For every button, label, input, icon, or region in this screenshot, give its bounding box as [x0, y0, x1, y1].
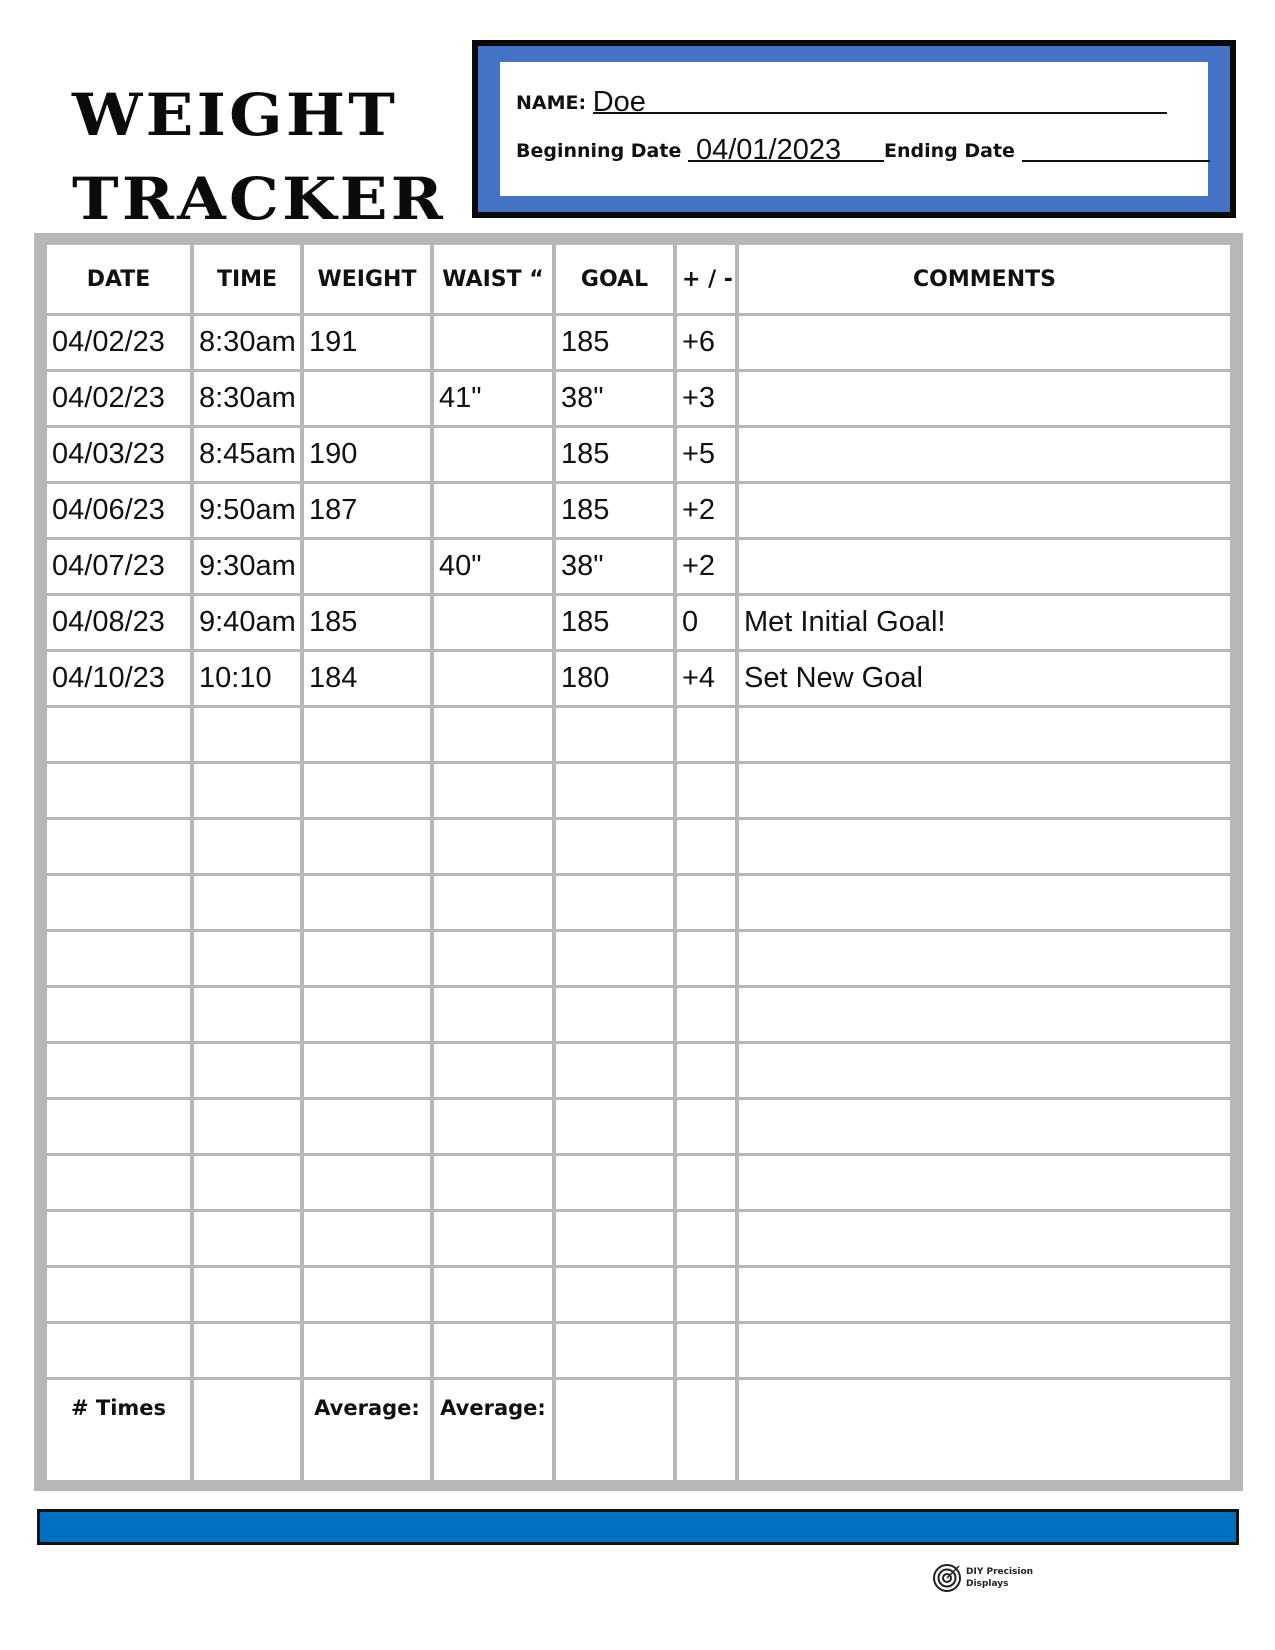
begin-date-label: Beginning Date [516, 140, 682, 162]
waist-cell[interactable] [434, 652, 552, 705]
waist-cell[interactable] [434, 1100, 552, 1153]
time-cell[interactable] [194, 988, 300, 1041]
plus-minus-cell[interactable]: +4 [677, 652, 735, 705]
waist-cell[interactable]: 41" [434, 372, 552, 425]
goal-cell[interactable] [556, 876, 673, 929]
waist-cell[interactable] [434, 1268, 552, 1321]
plus-minus-cell[interactable] [677, 1324, 735, 1377]
begin-date-field[interactable] [688, 134, 884, 166]
time-cell[interactable]: 9:30am [194, 540, 300, 593]
date-cell[interactable] [47, 1100, 190, 1153]
time-cell[interactable] [194, 932, 300, 985]
comments-cell[interactable] [739, 708, 1230, 761]
goal-cell[interactable]: 185 [556, 484, 673, 537]
waist-cell[interactable] [434, 316, 552, 369]
table-row [47, 932, 1230, 985]
comments-cell[interactable] [739, 372, 1230, 425]
waist-cell[interactable] [434, 428, 552, 481]
name-label: NAME: [516, 92, 587, 114]
weight-cell[interactable] [304, 540, 430, 593]
comments-cell[interactable] [739, 316, 1230, 369]
tracker-table [43, 242, 1234, 1483]
info-box [472, 40, 1236, 218]
weight-cell[interactable]: 185 [304, 596, 430, 649]
plus-minus-cell[interactable] [677, 1212, 735, 1265]
weight-cell[interactable]: 184 [304, 652, 430, 705]
waist-average-cell[interactable]: Average: [434, 1380, 552, 1480]
time-cell[interactable] [194, 1100, 300, 1153]
plus-minus-cell[interactable]: +2 [677, 484, 735, 537]
column-header-plus-minus: + / - [677, 245, 735, 313]
date-cell[interactable] [47, 876, 190, 929]
column-header-date: DATE [47, 245, 190, 313]
weight-cell[interactable] [304, 1212, 430, 1265]
date-cell[interactable] [47, 1324, 190, 1377]
table-row [47, 820, 1230, 873]
time-cell[interactable]: 8:30am [194, 372, 300, 425]
time-cell[interactable] [194, 1044, 300, 1097]
goal-cell[interactable]: 38" [556, 540, 673, 593]
table-row [47, 652, 1230, 705]
time-cell[interactable] [194, 1156, 300, 1209]
plus-minus-cell[interactable] [677, 932, 735, 985]
table-row [47, 540, 1230, 593]
time-cell[interactable] [194, 1324, 300, 1377]
comments-cell[interactable] [739, 1324, 1230, 1377]
waist-cell[interactable] [434, 596, 552, 649]
plus-minus-cell[interactable]: +3 [677, 372, 735, 425]
name-field[interactable] [592, 86, 1167, 118]
weight-cell[interactable] [304, 764, 430, 817]
time-cell[interactable] [194, 1212, 300, 1265]
plus-minus-cell[interactable] [677, 1268, 735, 1321]
footer-bar [37, 1509, 1239, 1545]
summary-comments-cell[interactable] [739, 1380, 1230, 1480]
time-cell[interactable]: 8:45am [194, 428, 300, 481]
waist-cell[interactable] [434, 484, 552, 537]
date-cell[interactable]: 04/07/23 [47, 540, 190, 593]
date-cell[interactable]: 04/03/23 [47, 428, 190, 481]
table-row [47, 988, 1230, 1041]
plus-minus-cell[interactable]: +2 [677, 540, 735, 593]
goal-cell[interactable] [556, 708, 673, 761]
time-cell[interactable]: 8:30am [194, 316, 300, 369]
waist-cell[interactable] [434, 764, 552, 817]
waist-cell[interactable] [434, 1212, 552, 1265]
info-box-inner [500, 62, 1208, 196]
waist-cell[interactable] [434, 932, 552, 985]
end-date-label: Ending Date [883, 140, 1015, 162]
weight-cell[interactable] [304, 932, 430, 985]
plus-minus-cell[interactable] [677, 988, 735, 1041]
date-cell[interactable] [47, 708, 190, 761]
time-cell[interactable] [194, 708, 300, 761]
time-cell[interactable]: 9:40am [194, 596, 300, 649]
waist-cell[interactable] [434, 876, 552, 929]
column-header-time: TIME [194, 245, 300, 313]
brand-logo [932, 1563, 1033, 1593]
logo-text-line-2: Displays [966, 1579, 1009, 1589]
logo-text [966, 1566, 1033, 1590]
comments-cell[interactable] [739, 484, 1230, 537]
tracker-table-frame [34, 233, 1243, 1491]
time-cell[interactable] [194, 764, 300, 817]
weight-cell[interactable] [304, 1268, 430, 1321]
waist-cell[interactable] [434, 988, 552, 1041]
waist-cell[interactable] [434, 1324, 552, 1377]
date-cell[interactable] [47, 764, 190, 817]
goal-cell[interactable]: 185 [556, 316, 673, 369]
plus-minus-cell[interactable]: +5 [677, 428, 735, 481]
table-row [47, 484, 1230, 537]
goal-cell[interactable] [556, 988, 673, 1041]
column-header-goal: GOAL [556, 245, 673, 313]
summary-row [47, 1380, 1230, 1480]
waist-cell[interactable] [434, 1156, 552, 1209]
goal-cell[interactable]: 38" [556, 372, 673, 425]
time-cell[interactable]: 10:10 [194, 652, 300, 705]
comments-cell[interactable] [739, 1212, 1230, 1265]
comments-cell[interactable] [739, 988, 1230, 1041]
weight-cell[interactable] [304, 1100, 430, 1153]
goal-cell[interactable] [556, 764, 673, 817]
header-row [47, 245, 1230, 313]
date-cell[interactable] [47, 1156, 190, 1209]
date-cell[interactable] [47, 1268, 190, 1321]
waist-cell[interactable]: 40" [434, 540, 552, 593]
column-header-waist: WAIST “ [434, 245, 552, 313]
table-row [47, 1212, 1230, 1265]
comments-cell[interactable] [739, 764, 1230, 817]
table-row [47, 596, 1230, 649]
comments-cell[interactable]: Set New Goal [739, 652, 1230, 705]
column-header-weight: WEIGHT [304, 245, 430, 313]
comments-cell[interactable] [739, 540, 1230, 593]
time-cell[interactable] [194, 1268, 300, 1321]
table-row [47, 1324, 1230, 1377]
summary-plus-minus-cell[interactable] [677, 1380, 735, 1480]
plus-minus-cell[interactable] [677, 820, 735, 873]
table-row [47, 1156, 1230, 1209]
table-row [47, 372, 1230, 425]
weight-cell[interactable] [304, 1156, 430, 1209]
date-cell[interactable]: 04/02/23 [47, 316, 190, 369]
plus-minus-cell[interactable] [677, 1044, 735, 1097]
comments-cell[interactable] [739, 1156, 1230, 1209]
date-cell[interactable] [47, 932, 190, 985]
waist-cell[interactable] [434, 820, 552, 873]
table-row [47, 1268, 1230, 1321]
table-row [47, 1100, 1230, 1153]
time-cell[interactable] [194, 876, 300, 929]
comments-cell[interactable] [739, 932, 1230, 985]
goal-cell[interactable] [556, 932, 673, 985]
begin-date-value: 04/01/2023 [695, 134, 842, 166]
name-row [516, 86, 1192, 118]
goal-cell[interactable] [556, 1212, 673, 1265]
table-body [47, 316, 1230, 1377]
comments-cell[interactable] [739, 1044, 1230, 1097]
date-cell[interactable] [47, 1212, 190, 1265]
times-count-cell[interactable]: # Times [47, 1380, 190, 1480]
weight-cell[interactable] [304, 708, 430, 761]
table-row [47, 428, 1230, 481]
goal-cell[interactable]: 185 [556, 596, 673, 649]
table-row [47, 764, 1230, 817]
table-row [47, 316, 1230, 369]
column-header-comments: COMMENTS [739, 245, 1230, 313]
weight-cell[interactable] [304, 820, 430, 873]
date-cell[interactable] [47, 820, 190, 873]
comments-cell[interactable] [739, 876, 1230, 929]
goal-cell[interactable] [556, 1044, 673, 1097]
date-cell[interactable] [47, 988, 190, 1041]
name-value: Doe [592, 86, 646, 118]
summary-goal-cell[interactable] [556, 1380, 673, 1480]
goal-cell[interactable]: 185 [556, 428, 673, 481]
target-icon [932, 1563, 962, 1593]
weight-cell[interactable] [304, 876, 430, 929]
table-row [47, 876, 1230, 929]
end-date-field[interactable] [1022, 140, 1210, 162]
weight-cell[interactable] [304, 988, 430, 1041]
weight-cell[interactable] [304, 1324, 430, 1377]
comments-cell[interactable] [739, 1100, 1230, 1153]
weight-cell[interactable] [304, 1044, 430, 1097]
plus-minus-cell[interactable]: 0 [677, 596, 735, 649]
table-row [47, 1044, 1230, 1097]
table-row [47, 708, 1230, 761]
weight-cell[interactable]: 187 [304, 484, 430, 537]
comments-cell[interactable]: Met Initial Goal! [739, 596, 1230, 649]
goal-cell[interactable] [556, 1100, 673, 1153]
time-cell[interactable] [194, 820, 300, 873]
goal-cell[interactable] [556, 1324, 673, 1377]
summary-time-cell[interactable] [194, 1380, 300, 1480]
goal-cell[interactable] [556, 1268, 673, 1321]
date-row [516, 134, 1192, 166]
waist-cell[interactable] [434, 1044, 552, 1097]
comments-cell[interactable] [739, 1268, 1230, 1321]
plus-minus-cell[interactable] [677, 876, 735, 929]
comments-cell[interactable] [739, 820, 1230, 873]
date-cell[interactable]: 04/02/23 [47, 372, 190, 425]
date-cell[interactable]: 04/06/23 [47, 484, 190, 537]
date-cell[interactable]: 04/08/23 [47, 596, 190, 649]
title-line-1: WEIGHT [72, 81, 399, 149]
weight-average-cell[interactable]: Average: [304, 1380, 430, 1480]
weight-cell[interactable]: 191 [304, 316, 430, 369]
waist-cell[interactable] [434, 708, 552, 761]
plus-minus-cell[interactable] [677, 708, 735, 761]
date-cell[interactable]: 04/10/23 [47, 652, 190, 705]
goal-cell[interactable]: 180 [556, 652, 673, 705]
logo-text-line-1: DIY Precision [966, 1567, 1034, 1577]
title-line-2: TRACKER [72, 165, 447, 233]
goal-cell[interactable] [556, 820, 673, 873]
plus-minus-cell[interactable] [677, 1156, 735, 1209]
date-cell[interactable] [47, 1044, 190, 1097]
weight-cell[interactable] [304, 372, 430, 425]
goal-cell[interactable] [556, 1156, 673, 1209]
weight-cell[interactable]: 190 [304, 428, 430, 481]
plus-minus-cell[interactable] [677, 1100, 735, 1153]
plus-minus-cell[interactable]: +6 [677, 316, 735, 369]
time-cell[interactable]: 9:50am [194, 484, 300, 537]
plus-minus-cell[interactable] [677, 764, 735, 817]
comments-cell[interactable] [739, 428, 1230, 481]
